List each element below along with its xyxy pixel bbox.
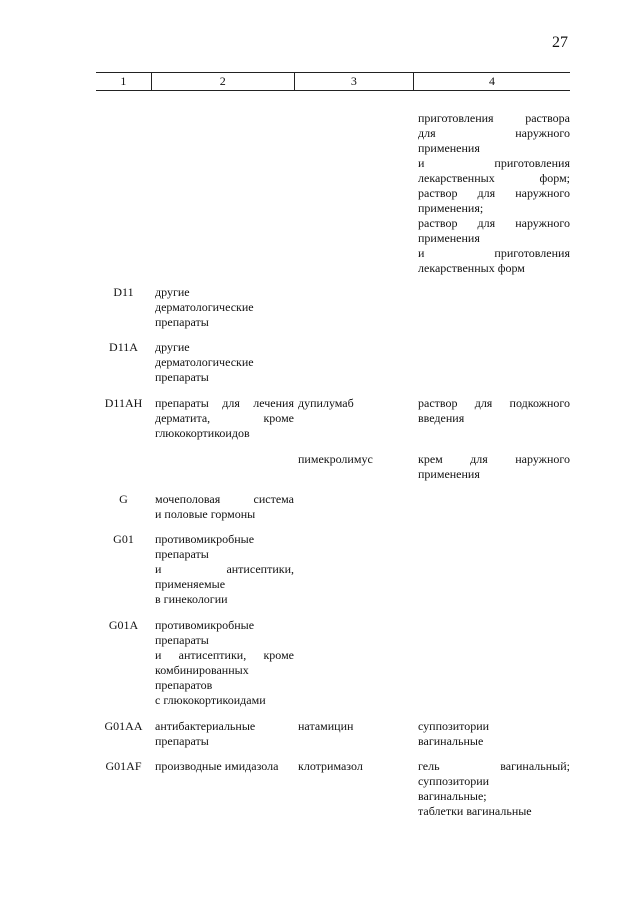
form-cell xyxy=(413,532,570,607)
group-line: препараты xyxy=(155,315,209,329)
form-line: раствор для наружного xyxy=(418,216,570,230)
group-line: антибактериальные xyxy=(155,719,256,733)
group-line: препараты xyxy=(155,734,209,748)
group-line: и антисептики, кроме xyxy=(155,648,294,662)
table-row xyxy=(96,285,570,330)
table-row xyxy=(96,618,570,708)
group-line: глюкокортикоидов xyxy=(155,426,250,440)
drug-name: клотримазол xyxy=(298,759,363,773)
form-cell xyxy=(413,618,570,708)
continued-row xyxy=(96,111,570,276)
form-line: раствор для подкожного xyxy=(418,396,570,410)
form-line: таблетки вагинальные xyxy=(418,804,532,818)
group-cell xyxy=(151,396,294,441)
drug-name: дупилумаб xyxy=(298,396,354,410)
group-line: другие xyxy=(155,285,190,299)
group-cell xyxy=(151,340,294,385)
group-cell xyxy=(151,492,294,522)
form-line: и приготовления xyxy=(418,246,570,260)
atc-code xyxy=(96,452,151,482)
form-line: вагинальные; xyxy=(418,789,487,803)
table-row xyxy=(96,340,570,385)
form-line: суппозитории xyxy=(418,719,490,733)
group-cell xyxy=(151,452,294,482)
form-line: крем для наружного xyxy=(418,452,570,466)
form-cell xyxy=(413,719,570,749)
form-line: лекарственных форм xyxy=(418,261,525,275)
atc-code: D11 xyxy=(113,285,134,299)
form-line: лекарственных форм; xyxy=(418,171,570,185)
atc-code: G xyxy=(119,492,128,506)
group-cell xyxy=(151,719,294,749)
form-line: применения xyxy=(418,467,480,481)
form-line: введения xyxy=(418,411,465,425)
atc-code: G01 xyxy=(113,532,134,546)
atc-code: D11AH xyxy=(104,396,143,410)
form-line: вагинальные xyxy=(418,734,484,748)
form-line: гель вагинальный; xyxy=(418,759,570,773)
group-line: и половые гормоны xyxy=(155,507,256,521)
table-row xyxy=(96,532,570,607)
table-row xyxy=(96,396,570,441)
drug-name: натамицин xyxy=(298,719,354,733)
form-line: раствор для наружного xyxy=(418,186,570,200)
form-line: приготовления раствора xyxy=(418,111,570,125)
group-cell xyxy=(151,618,294,708)
group-line: противомикробные xyxy=(155,532,255,546)
group-cell xyxy=(151,532,294,607)
table-row xyxy=(96,719,570,749)
drug-name xyxy=(294,532,413,607)
form-line: применения; xyxy=(418,201,484,215)
group-line: дерматита, кроме xyxy=(155,411,294,425)
table-row xyxy=(96,759,570,819)
atc-code: G01AF xyxy=(105,759,142,773)
group-line: дерматологические xyxy=(155,355,254,369)
group-line: применяемые xyxy=(155,577,226,591)
form-line: применения xyxy=(418,231,480,245)
group-line: препараты для лечения xyxy=(155,396,294,410)
group-line: препаратов xyxy=(155,678,213,692)
atc-code: G01AA xyxy=(104,719,143,733)
group-line: препараты xyxy=(155,547,209,561)
code-cell xyxy=(96,111,151,276)
form-cell xyxy=(413,492,570,522)
group-line: дерматологические xyxy=(155,300,254,314)
group-line: препараты xyxy=(155,633,209,647)
group-line: производные имидазола xyxy=(155,759,279,773)
header-col-4: 4 xyxy=(413,73,570,90)
form-cell xyxy=(413,396,570,441)
form-cell xyxy=(413,759,570,819)
drug-name xyxy=(294,618,413,708)
header-col-2: 2 xyxy=(151,73,294,90)
group-line: мочеполовая система xyxy=(155,492,294,506)
group-line: противомикробные xyxy=(155,618,255,632)
drug-name: пимекролимус xyxy=(298,452,373,466)
form-cell xyxy=(413,285,570,330)
group-line: комбинированных xyxy=(155,663,249,677)
form-line: суппозитории xyxy=(418,774,490,788)
group-line: препараты xyxy=(155,370,209,384)
group-cell xyxy=(151,759,294,819)
form-cell xyxy=(413,452,570,482)
form-line: применения xyxy=(418,141,480,155)
drug-cell xyxy=(294,111,413,276)
header-col-3: 3 xyxy=(294,73,413,90)
drug-name xyxy=(294,285,413,330)
form-cell xyxy=(413,340,570,385)
table-row xyxy=(96,452,570,482)
form-line: для наружного xyxy=(418,126,570,140)
group-cell xyxy=(151,285,294,330)
group-line: и антисептики, xyxy=(155,562,294,576)
atc-code: G01A xyxy=(108,618,139,632)
drug-name xyxy=(294,492,413,522)
page-number: 27 xyxy=(552,34,568,51)
form-line: и приготовления xyxy=(418,156,570,170)
atc-code: D11A xyxy=(109,340,138,354)
group-line: в гинекологии xyxy=(155,592,228,606)
header-col-1: 1 xyxy=(120,74,127,88)
table-header xyxy=(96,72,570,91)
table-row xyxy=(96,492,570,522)
group-cell xyxy=(151,111,294,276)
group-line: другие xyxy=(155,340,190,354)
drug-name xyxy=(294,340,413,385)
form-cell xyxy=(413,111,570,276)
group-line: с глюкокортикоидами xyxy=(155,693,266,707)
